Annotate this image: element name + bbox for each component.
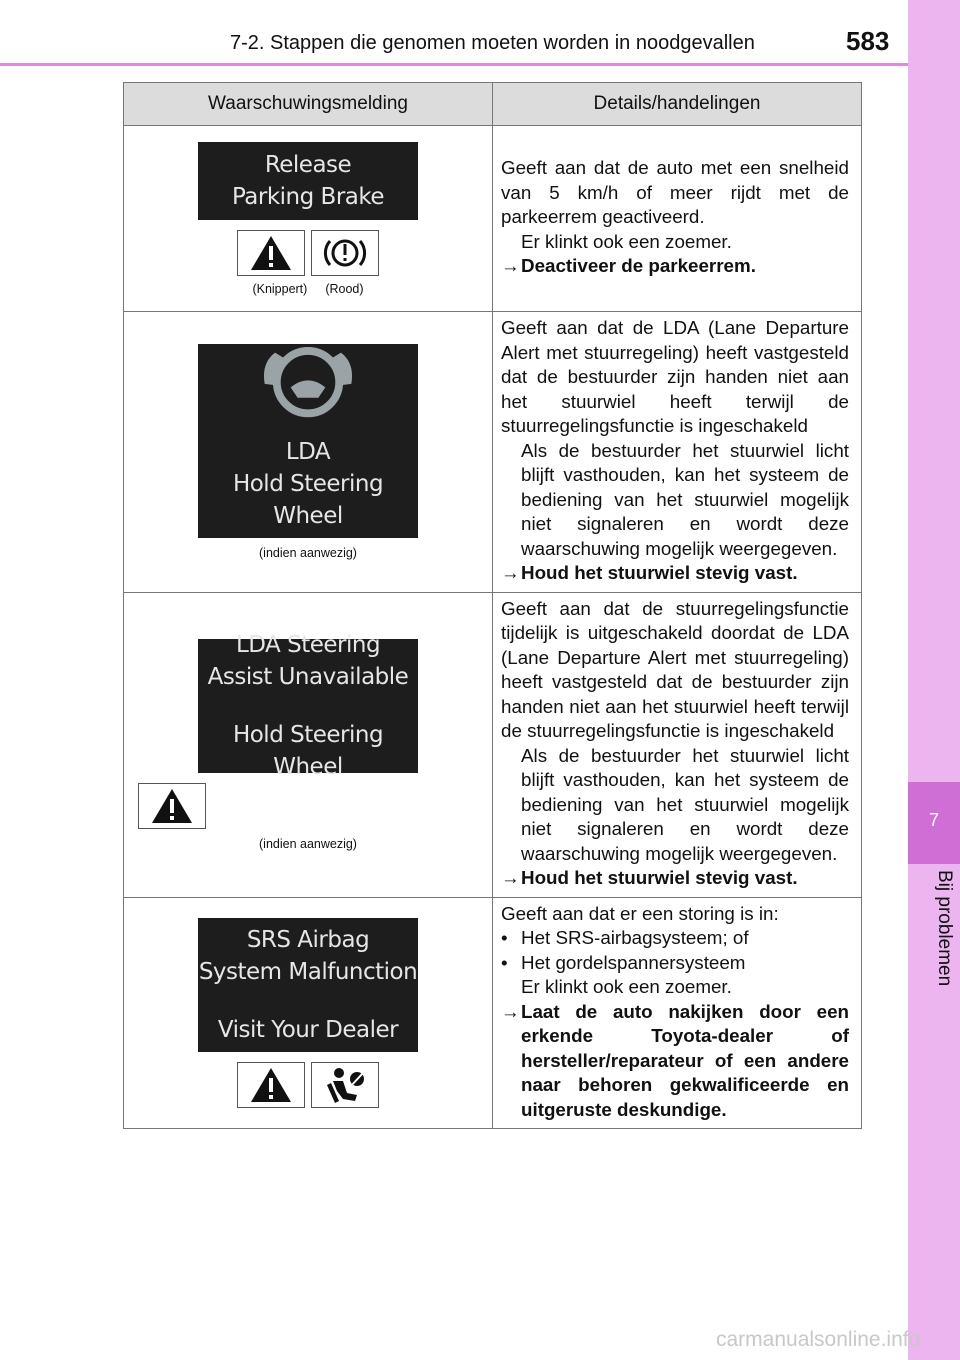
warning-display-screen [198, 344, 418, 538]
action-text: Houd het stuurwiel stevig vast. [521, 867, 798, 888]
icon-caption-blinking: (Knippert) [252, 281, 308, 296]
arrow-icon: → [501, 1000, 520, 1022]
action-text: Deactiveer de parkeerrem. [521, 255, 756, 277]
running-header: 7-2. Stappen die genomen moeten worden in noodgevallen [230, 32, 755, 54]
table-row [124, 592, 862, 897]
display-text-line: LDA Steering [235, 631, 381, 658]
arrow-icon: → [501, 255, 520, 277]
list-item [501, 951, 849, 976]
details-cell [493, 312, 862, 593]
display-text-line: Hold Steering Wheel [232, 470, 384, 529]
list-item-text: Het SRS-airbagsysteem; of [521, 927, 749, 948]
display-text-line: SRS Airbag [246, 926, 370, 953]
details-paragraph: Geeft aan dat er een storing is in: [501, 902, 779, 924]
warning-triangle-icon [237, 1062, 305, 1108]
watermark: carmanualsonline.info [716, 1328, 921, 1351]
details-paragraph: Geeft aan dat de LDA (Lane Departure Alert met stuurregeling) heeft vastgesteld dat de bestuurder zijn handen niet aan het stuurwiel heeft terwijl de stuurregelingsfunctie is ingeschakeld [501, 317, 849, 436]
availability-caption: (indien aanwezig) [259, 836, 357, 851]
list-item-text: Het gordelspannersysteem [521, 951, 746, 973]
arrow-icon: → [501, 867, 520, 888]
indicator-icons [125, 230, 491, 276]
action-instruction [501, 1000, 849, 1123]
display-text-line: Parking Brake [231, 183, 385, 210]
indicator-icons [125, 783, 491, 829]
bullet-mark: • [501, 951, 508, 973]
side-tab-chapter-label: Bij problemen [934, 870, 955, 987]
arrow-icon: → [501, 562, 520, 583]
details-note: Als de bestuurder het stuurwiel licht blijft vasthouden, kan het systeem de bediening van het stuurwiel mogelijk niet signaleren en wordt deze waarschuwing mogelijk weergegeven. [521, 439, 849, 559]
details-note: Er klinkt ook een zoemer. [521, 230, 732, 252]
table-row [124, 126, 862, 312]
side-tab [908, 0, 960, 1360]
display-text-line: Release [264, 151, 352, 178]
warning-display-cell [124, 897, 493, 1129]
warning-display-screen [198, 142, 418, 220]
table-row [124, 312, 862, 593]
column-header-warning: Waarschuwingsmelding [124, 83, 493, 126]
brake-circle-icon [311, 230, 379, 276]
display-text-line: System Malfunction [198, 958, 418, 985]
warning-display-screen [198, 918, 418, 1052]
header-rule [0, 63, 908, 66]
column-header-details: Details/handelingen [493, 83, 862, 126]
list-item [501, 926, 849, 951]
action-instruction [501, 866, 849, 891]
warning-triangle-icon [138, 783, 206, 829]
details-cell [493, 592, 862, 897]
display-text-line: Hold Steering Wheel [232, 721, 384, 780]
action-text: Houd het stuurwiel stevig vast. [521, 562, 798, 583]
warning-display-screen [198, 631, 418, 780]
table-header-row [124, 83, 862, 126]
action-instruction [501, 561, 849, 586]
warning-triangle-icon [237, 230, 305, 276]
details-note: Als de bestuurder het stuurwiel licht blijft vasthouden, kan het systeem de bediening van het stuurwiel mogelijk niet signaleren en wordt deze waarschuwing mogelijk weergegeven. [521, 744, 849, 864]
bullet-mark: • [501, 927, 508, 948]
display-text-line: LDA [285, 438, 331, 465]
details-paragraph: Geeft aan dat de auto met een snelheid van 5 km/h of meer rijdt met de parkeerrem geactiveerd. [501, 157, 849, 228]
side-tab-chapter-number: 7 [908, 782, 960, 864]
icon-captions [125, 282, 491, 296]
warning-display-cell [124, 592, 493, 897]
page-number: 583 [846, 26, 890, 56]
warning-display-cell [124, 312, 493, 593]
table-row [124, 897, 862, 1129]
hands-on-wheel-icon [248, 344, 368, 422]
details-cell [493, 897, 862, 1129]
details-paragraph: Geeft aan dat de stuurregelingsfunctie tijdelijk is uitgeschakeld doordat de LDA (Lane Departure Alert met stuurregeling) heeft vastgesteld dat de bestuurder zijn handen niet aan het stuurwiel heeft terwijl de stuurregelingsfunctie is ingeschakeld [501, 597, 849, 741]
details-cell [493, 126, 862, 312]
warning-message-table [123, 82, 862, 1129]
indicator-icons [125, 1062, 491, 1108]
display-text-line: Visit Your Dealer [217, 1016, 399, 1043]
availability-caption: (indien aanwezig) [259, 545, 357, 560]
display-text-line: Assist Unavailable [207, 663, 409, 690]
details-note: Er klinkt ook een zoemer. [521, 976, 732, 997]
action-text: Laat de auto nakijken door een erkende Toyota-dealer of hersteller/reparateur of een andere naar behoren gekwalificeerde en uitgeruste deskundige. [521, 1000, 849, 1120]
warning-display-cell [124, 126, 493, 312]
action-instruction [501, 254, 849, 279]
icon-caption-red: (Rood) [325, 281, 364, 296]
airbag-icon [311, 1062, 379, 1108]
